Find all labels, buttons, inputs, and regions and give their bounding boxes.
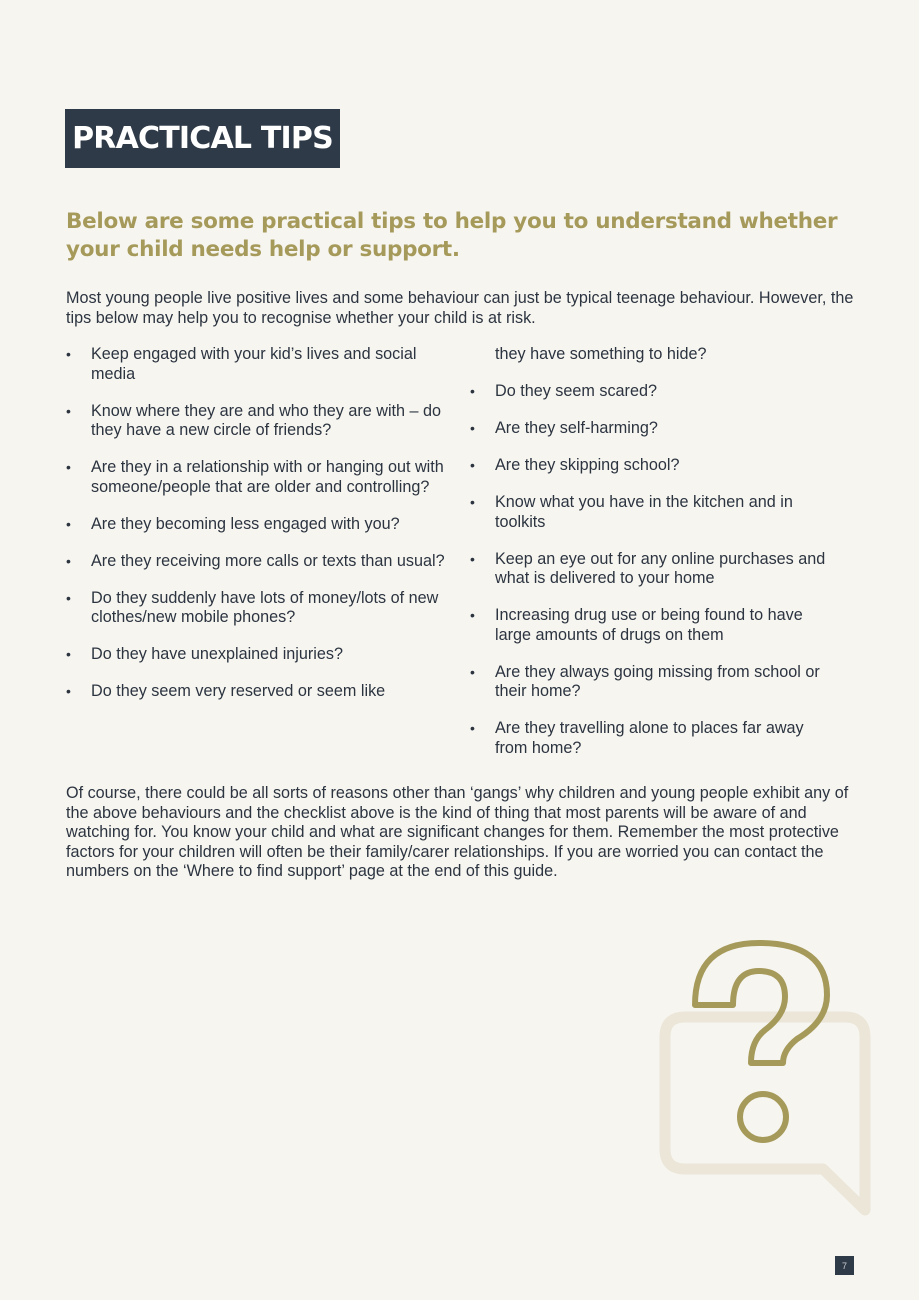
bullet-icon: •: [66, 589, 71, 606]
bullet-icon: •: [66, 402, 71, 419]
bullet-icon: •: [66, 646, 71, 662]
tips-list-left: [66, 345, 446, 719]
question-mark-dot: [740, 1094, 786, 1140]
list-item: • Are they travelling alone to places far away from home?: [470, 719, 804, 757]
list-item: • Increasing drug use or being found to have large amounts of drugs on them: [470, 606, 803, 644]
list-item: • Keep an eye out for any online purchases and what is delivered to your home: [470, 549, 826, 587]
bullet-icon: •: [66, 459, 71, 475]
bullet-icon: •: [470, 607, 475, 623]
list-item: • Know where they are and who they are with – do they have a new circle of friends?: [66, 401, 442, 439]
bullet-icon: •: [470, 457, 475, 473]
page-title: PRACTICAL TIPS: [72, 121, 333, 156]
bullet-icon: •: [470, 494, 475, 510]
list-item: • Do they suddenly have lots of money/lots of new clothes/new mobile phones?: [66, 588, 439, 626]
tips-list-right: [470, 345, 830, 776]
list-item: • Are they receiving more calls or texts than usual?: [66, 551, 445, 570]
bullet-icon: •: [470, 420, 475, 436]
list-item: • Are they self-harming?: [470, 419, 658, 437]
list-item: • Keep engaged with your kid’s lives and social media: [66, 345, 417, 383]
bullet-icon: •: [470, 550, 475, 567]
bullet-icon: •: [66, 552, 71, 569]
list-item: • Know what you have in the kitchen and in toolkits: [470, 493, 793, 531]
page-number: 7: [835, 1256, 854, 1275]
title-box: [65, 109, 340, 168]
bullet-icon: •: [470, 720, 475, 736]
list-item: • Are they becoming less engaged with you?: [66, 514, 400, 533]
list-item-continuation: they have something to hide?: [495, 345, 707, 363]
bullet-icon: •: [470, 663, 475, 680]
list-item: • Do they seem very reserved or seem like: [66, 682, 386, 700]
intro-paragraph: Most young people live positive lives and some behaviour can just be typical teenage behaviour. However, the tips below may help you to recognise whether your child is at risk.: [66, 289, 854, 327]
list-item: • Are they skipping school?: [470, 456, 680, 474]
subheading: Below are some practical tips to help you to understand whether your child needs help or support.: [66, 209, 838, 262]
list-item: • Are they always going missing from school or their home?: [470, 662, 820, 700]
outro-paragraph: Of course, there could be all sorts of reasons other than ‘gangs’ why children and young people exhibit any of the above behaviours and the checklist above is the kind of thing that most parents will be aware of and watching for. You know your child and what are significant changes for them. Remember the most protective factors for your children will often be their family/carer relationships. If you are worried you can contact the numbers on the ‘Where to find support’ page at the end of this guide.: [66, 784, 849, 881]
bullet-icon: •: [66, 515, 71, 532]
list-item: • Do they seem scared?: [470, 382, 657, 400]
bullet-icon: •: [66, 683, 71, 699]
question-speech-bubble-icon: [655, 935, 880, 1220]
list-item: • Do they have unexplained injuries?: [66, 645, 343, 663]
bullet-icon: •: [470, 383, 475, 399]
speech-bubble-outline: [665, 1017, 865, 1210]
question-mark-hook: [695, 943, 827, 1063]
list-item: • Are they in a relationship with or hanging out with someone/people that are older and controlling?: [66, 458, 444, 496]
bullet-icon: •: [66, 346, 71, 362]
